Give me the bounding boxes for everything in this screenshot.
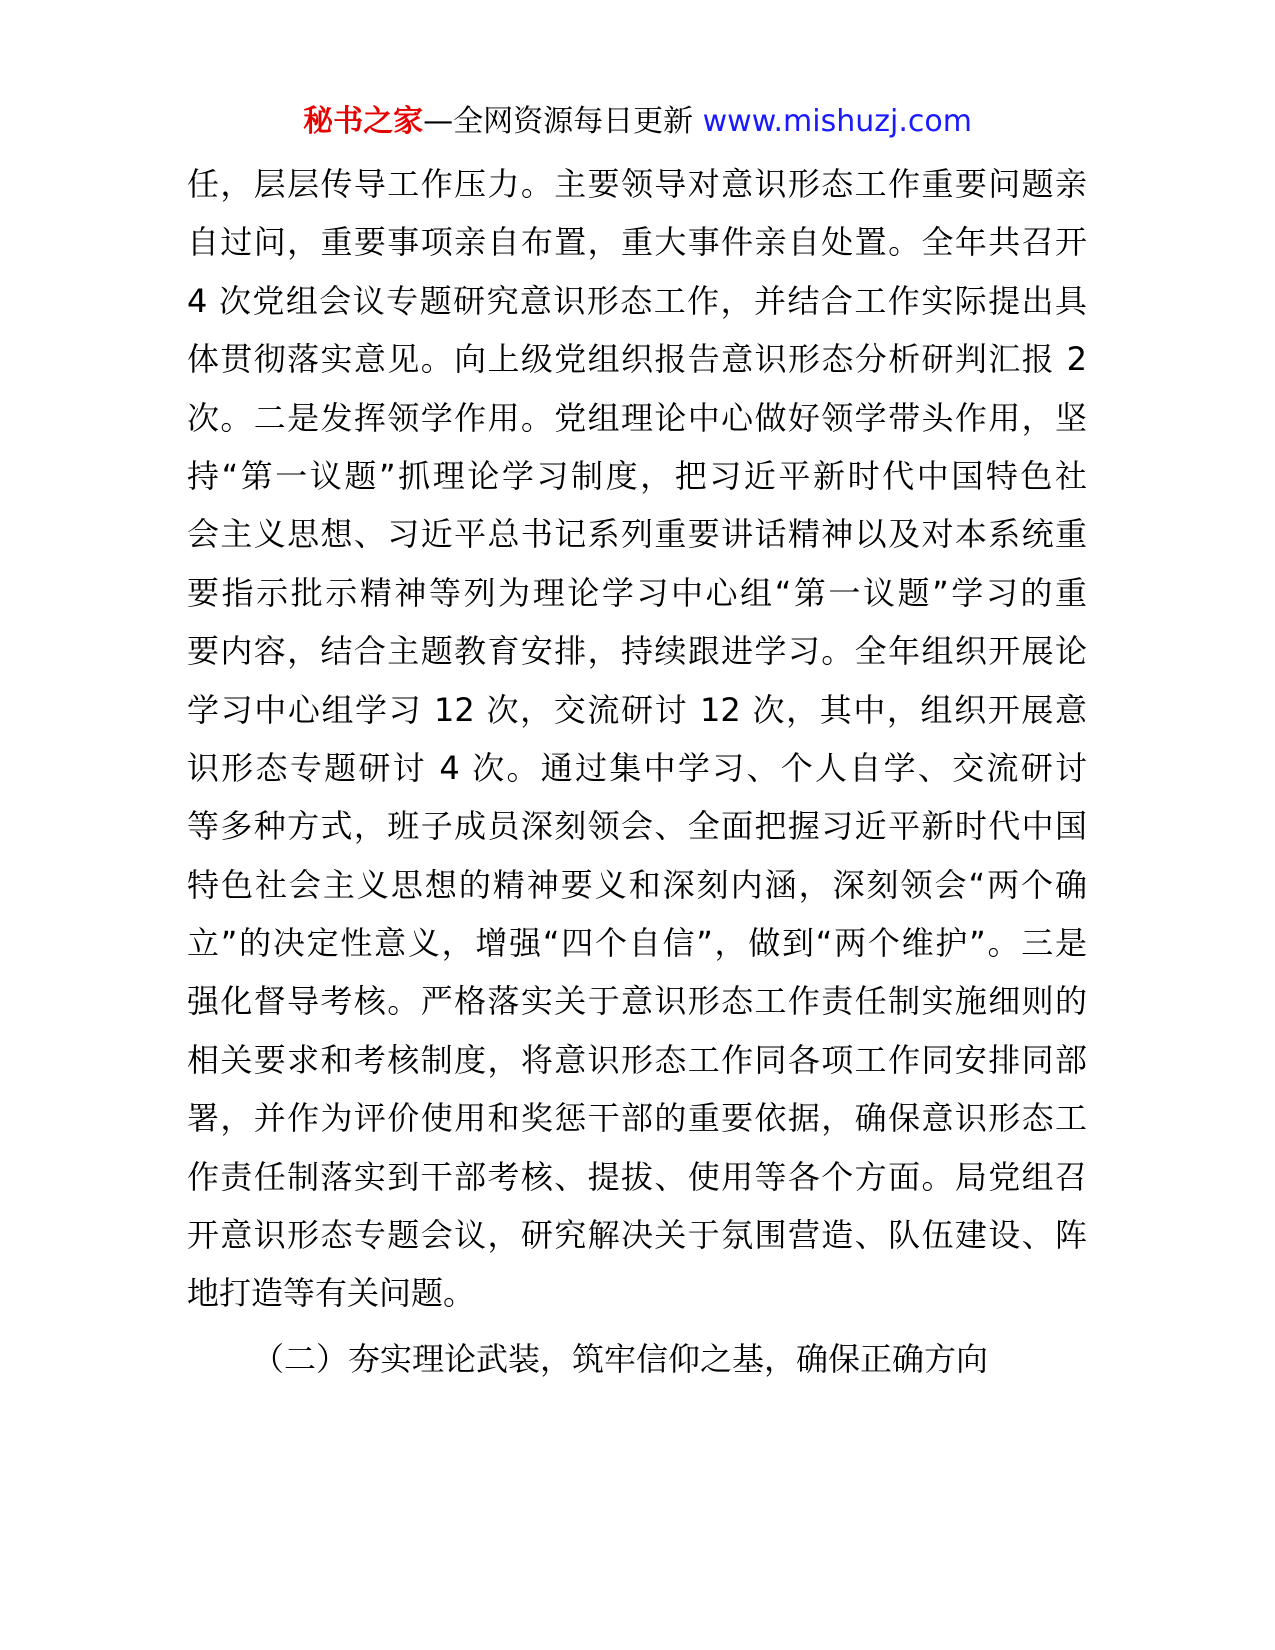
site-brand: 秘书之家 bbox=[303, 104, 424, 139]
paragraph-line: 持“第一议题”抓理论学习制度，把习近平新时代中国特色社 bbox=[187, 456, 1087, 495]
paragraph-line: 开意识形态专题会议，研究解决关于氛围营造、队伍建设、阵 bbox=[187, 1216, 1087, 1255]
paragraph-line: 体贯彻落实意见。向上级党组织报告意识形态分析研判汇报 2 bbox=[187, 340, 1087, 379]
paragraph-line: 地打造等有关问题。 bbox=[187, 1274, 476, 1313]
paragraph-line: 特色社会主义思想的精神要义和深刻内涵，深刻领会“两个确 bbox=[187, 865, 1087, 904]
paragraph-line: 强化督导考核。严格落实关于意识形态工作责任制实施细则的 bbox=[187, 982, 1087, 1021]
paragraph-line: 署，并作为评价使用和奖惩干部的重要依据，确保意识形态工 bbox=[187, 1099, 1087, 1138]
paragraph-line: 要内容，结合主题教育安排，持续跟进学习。全年组织开展论 bbox=[187, 632, 1087, 671]
paragraph-line: 自过问，重要事项亲自布置，重大事件亲自处置。全年共召开 bbox=[187, 223, 1087, 262]
paragraph-line: 立”的决定性意义，增强“四个自信”，做到“两个维护”。三是 bbox=[187, 924, 1087, 963]
paragraph-line: 作责任制落实到干部考核、提拔、使用等各个方面。局党组召 bbox=[187, 1157, 1087, 1196]
paragraph-line: 会主义思想、习近平总书记系列重要讲话精神以及对本系统重 bbox=[187, 515, 1087, 554]
site-header bbox=[0, 102, 1275, 142]
paragraph-line: 4 次党组会议专题研究意识形态工作，并结合工作实际提出具 bbox=[187, 281, 1087, 320]
paragraph-line: 学习中心组学习 12 次，交流研讨 12 次，其中，组织开展意 bbox=[187, 690, 1087, 729]
site-tagline: —全网资源每日更新 bbox=[423, 104, 694, 139]
paragraph-line: 等多种方式，班子成员深刻领会、全面把握习近平新时代中国 bbox=[187, 807, 1087, 846]
site-url-link[interactable]: www.mishuzj.com bbox=[702, 104, 972, 139]
body-paragraph bbox=[187, 155, 1087, 1323]
paragraph-line: 相关要求和考核制度，将意识形态工作同各项工作同安排同部 bbox=[187, 1040, 1087, 1079]
paragraph-line: 任，层层传导工作压力。主要领导对意识形态工作重要问题亲 bbox=[187, 165, 1087, 203]
paragraph-line: 次。二是发挥领学作用。党组理论中心做好领学带头作用，坚 bbox=[187, 398, 1087, 437]
paragraph-line: 要指示批示精神等列为理论学习中心组“第一议题”学习的重 bbox=[187, 573, 1087, 612]
paragraph-line: 识形态专题研讨 4 次。通过集中学习、个人自学、交流研讨 bbox=[187, 748, 1087, 787]
section-heading: （二）夯实理论武装，筑牢信仰之基，确保正确方向 bbox=[252, 1340, 989, 1378]
